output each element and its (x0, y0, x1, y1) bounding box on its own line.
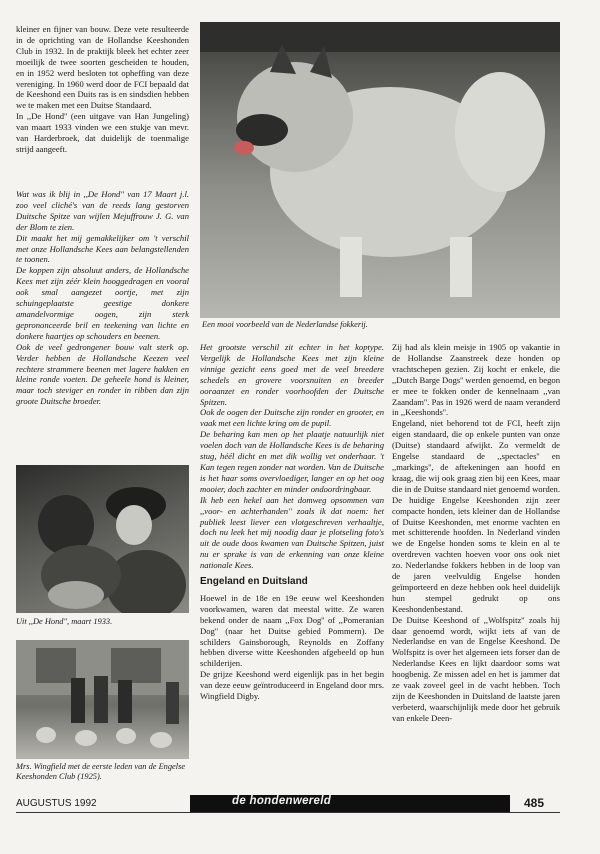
quote-paragraph: Ook de oogen der Duitsche zijn ronder en grooter, en vaak met een lichte kring om de pupil. (200, 407, 384, 429)
footer-date: AUGUSTUS 1992 (16, 798, 97, 809)
body-paragraph: Hoewel in de 18e en 19e eeuw wel Keeshonden voorkwamen, waren dat meestal witte. Ze waren bekend onder de naam ,,Fox Dog'' of ,,Pomeranian Dog'' (naar het Duitse gebied Pommern). De schilders Gainsborough, Reynolds en Zoffany hebben diverse witte Keeshonden afgebeeld op hun schilderijen. (200, 592, 384, 669)
quote-paragraph: Wat was ik blij in ,,De Hond'' van 17 Maart j.l. zoo veel cliché's van de reeds lang gestorven Duitsche Spitze van wijlen Mejuffrouw J. G. van der Blom te zien. (16, 189, 189, 232)
quote-paragraph: Het grootste verschil zit echter in het koptype. Vergelijk de Hollandsche Kees met zijn kleine vinnige gezicht eens goed met de veel breedere schedels en grovere voorsnuiten en breeder ooraanzet en ronder voorhoofden der Duitsche Spitzen. (200, 342, 384, 407)
column-2 (200, 342, 384, 702)
body-paragraph: Engeland, niet behorend tot de FCI, heeft zijn eigen standaard, die op enkele punten van onze (Duitse) standaard afwijkt. Zo vermeldt de Engelse standaard de ,,spectacles'' en ,,markings'', de aftekeningen aan hoofd en kraag, die wij ook graag zien bij een Kees, maar die in de Duitse standaard niet genoemd worden. (392, 418, 561, 494)
body-paragraph: Zij had als klein meisje in 1905 op vakantie in de Hollandse Zaanstreek deze honden op vrachtschepen gezien. Zij kocht er enkele, die ,,Dutch Barge Dogs'' werden genoemd, en begon er mee te fokken onder de kennelnaam ,,van Zaandam''. Pas in 1926 werd de naam veranderd in ,,Keeshonds''. (392, 342, 560, 418)
vintage-photo (16, 465, 189, 613)
woman-with-dogs-illustration (16, 465, 189, 613)
group-with-dogs-illustration (16, 640, 189, 759)
group-photo (16, 640, 189, 759)
quote-continued (200, 342, 384, 571)
keeshond-illustration (200, 22, 560, 318)
page-number: 485 (524, 796, 545, 810)
body-paragraph: De Duitse Keeshond of ,,Wolfspitz'' zoals hij daar genoemd wordt, wijkt iets af van de Nederlandse en van de Engelse Keeshond. De Wolfspitz is over het algemeen iets forser dan de Nederlandse Kees en lijkt daardoor soms wat hoogbenig. Ze missen adel en het is jammer dat ze vaak zoveel geel in de vacht hebben. Toch zijn de Keeshonden in Duitsland de laatste jaren verbeterd, waarschijnlijk mede door het gebruik van enkele Deen- (392, 614, 560, 723)
magazine-title: de hondenwereld (232, 795, 332, 807)
quote-paragraph: Ik heb een hekel aan het domweg opsommen van ,,voor- en achterhanden'' zoals ik dat noem: het publiek leest liever een vlotgeschreven verhaaltje, doch nu leek het mij noodig daar je plotseling foto's uit de oude doos kwamen van Duitsche Spitzen, juist nu er sprake is van de erkenning van onze kleine nationale Kees. (200, 494, 384, 571)
quote-paragraph: De koppen zijn absoluut anders, de Hollandsche Kees met zijn zéér klein hooggedragen en vooral ook smal aangezet oortje, met zijn schuingeplaatste geestige donkere amandelvormige oogen, zijn sterk geprononceerde bril en teekening van lichte en donkere haartjes op schouders en beenen. (16, 265, 189, 341)
quote-paragraph: Ook de veel gedrongener bouw valt sterk op. Verder hebben de Hollandsche Keezen veel rechtere strammere beenen met lagere hakken en kleine ronde voeten. De geheele hond is kleiner, maar toch steviger en ronder in ribben dan zijn groote Duitsche broeder. (16, 341, 189, 407)
intro-paragraph-2: In ,,De Hond'' (een uitgave van Han Jungeling) van maart 1933 vinden we een stukje van mevr. van Harderbroek, dat duidelijk de toenmalige strijd aangeeft. (16, 111, 189, 154)
section-heading: Engeland en Duitsland (200, 576, 308, 588)
column-1-quote (16, 189, 189, 407)
column-3 (392, 342, 560, 724)
caption-group-photo: Mrs. Wingfield met de eerste leden van de Engelse Keeshonden Club (1925). (16, 762, 186, 782)
keeshond-photo (200, 22, 560, 318)
caption-dog-photo: Een mooi voorbeeld van de Nederlandse fokkerij. (202, 320, 368, 329)
intro-paragraph: kleiner en fijner van bouw. Deze vete resulteerde in de oprichting van de Hollandse Keeshonden Club in 1932. In de praktijk bleek het echter zeer moeilijk de twee soorten gescheiden te houden, en in 1952 werd besloten tot opheffing van deze vereniging. In 1960 werd door de FCI bepaald dat de Keeshond een Duits ras is en sindsdien hebben we te maken met een Duitse Standaard. (16, 24, 189, 111)
body-paragraph: De grijze Keeshond werd eigenlijk pas in het begin van deze eeuw geïntroduceerd in Engeland door mrs. Wingfield Digby. (200, 669, 384, 702)
column-1-intro (16, 24, 189, 155)
footer-divider (16, 812, 560, 813)
body-paragraph: De huidige Engelse Keeshonden zijn zeer compacte honden, iets kleiner dan de Hollandse of Duitse Keeshonden, met enorme vachten en met schitterende hoofden. In Nederland vinden we de Engelse honden soms te klein en al te overdreven vachten hoeven voor ons ook niet zo. Nederlandse fokkers hebben in de loop van de jaren veelvuldig Engelse honden geïmporteerd en deze hebben ook heel duidelijk hun stempel gedrukt op ons Keeshondenbestand. (392, 494, 560, 614)
quote-paragraph: Dit maakt het mij gemakkelijker om 't verschil met onze Hollandsche Kees aan belangstellenden te toonen. (16, 232, 189, 265)
quote-paragraph: De beharing kan men op het plaatje natuurlijk niet voelen doch van de Hollandsche Kees is de beharing stug, héél dicht en met dik wollig vet onderhaar. 't Kan tegen regen zonder nat worden. Van de Duitsche is het haar soms overvloediger, langer en op het oog mooier, doch zachter en minder ondoordringbaar. (200, 429, 384, 494)
caption-vintage-photo: Uit ,,De Hond'', maart 1933. (16, 617, 113, 626)
